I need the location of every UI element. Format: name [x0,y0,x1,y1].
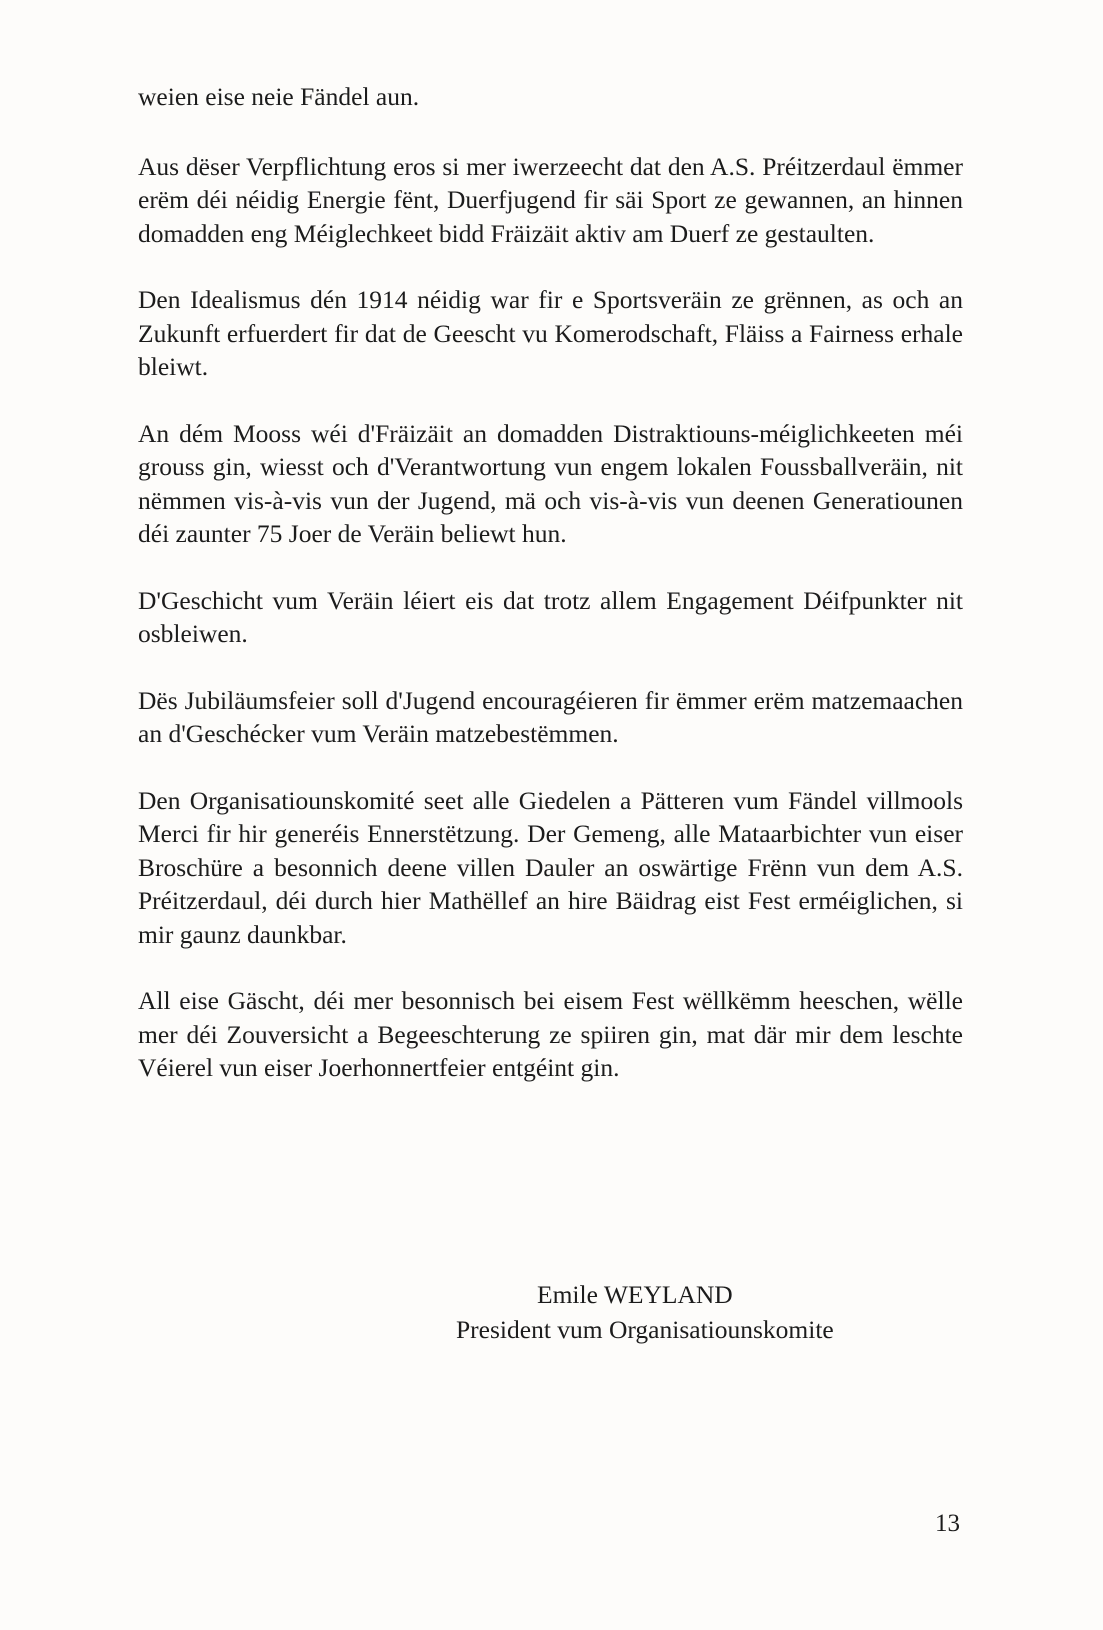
signatory-name: Emile WEYLAND [537,1280,733,1309]
paragraph: Den Idealismus dén 1914 néidig war fir e Sportsveräin ze grënnen, as och an Zukunft erfuerdert fir dat de Geescht vu Komerodschaft, Fläiss a Fairness erhale bleiwt. [138,285,963,381]
signature-block [456,1277,976,1347]
paragraph: Den Organisatiounskomité seet alle Giedelen a Pätteren vum Fändel villmools Merci fir hir generéis Ennerstëtzung. Der Gemeng, alle Mataarbichter vun eiser Broschüre a besonnich deene villen Dauler an oswärtige Frënn vun dem A.S. Préitzerdaul, déi durch hier Mathëllef an hire Bäidrag eist Fest erméiglichen, si mir gaunz daunkbar. [138,785,963,949]
paragraph: All eise Gäscht, déi mer besonnisch bei eisem Fest wëllkëmm heeschen, wëlle mer déi Zouversicht a Begeeschterung ze spiiren gin, mat där mir dem leschte Véierel vun eiser Joerhonnertfeier entgéint gin. [138,986,963,1082]
paragraph: D'Geschicht vum Veräin léiert eis dat trotz allem Engagement Déifpunkter nit osbleiwen. [138,585,963,648]
page-number: 13 [935,1510,960,1537]
paragraph: Dës Jubiläumsfeier soll d'Jugend encouragéieren fir ëmmer erëm matzemaachen an d'Geschécker vum Veräin matzebestëmmen. [138,685,963,748]
paragraph: Aus dëser Verpflichtung eros si mer iwerzeecht dat den A.S. Préitzerdaul ëmmer erëm déi néidig Energie fënt, Duerfjugend fir säi Sport ze gewannen, an hinnen domadden eng Méiglechkeet bidd Fräizäit aktiv am Duerf ze gestaulten. [138,151,963,248]
signatory-role: President vum Organisatiounskomite [456,1315,834,1344]
paragraph-continuation: weien eise neie Fändel aun. [138,82,420,111]
body-text [138,80,963,1118]
paragraph: An dém Mooss wéi d'Fräizäit an domadden Distraktiouns-méiglichkeeten méi grouss gin, wiesst och d'Verantwortung vun engem lokalen Foussballveräin, nit nëmmen vis-à-vis vun der Jugend, mä och vis-à-vis vun deenen Generatiounen déi zaunter 75 Joer de Veräin beliewt hun. [138,418,963,548]
